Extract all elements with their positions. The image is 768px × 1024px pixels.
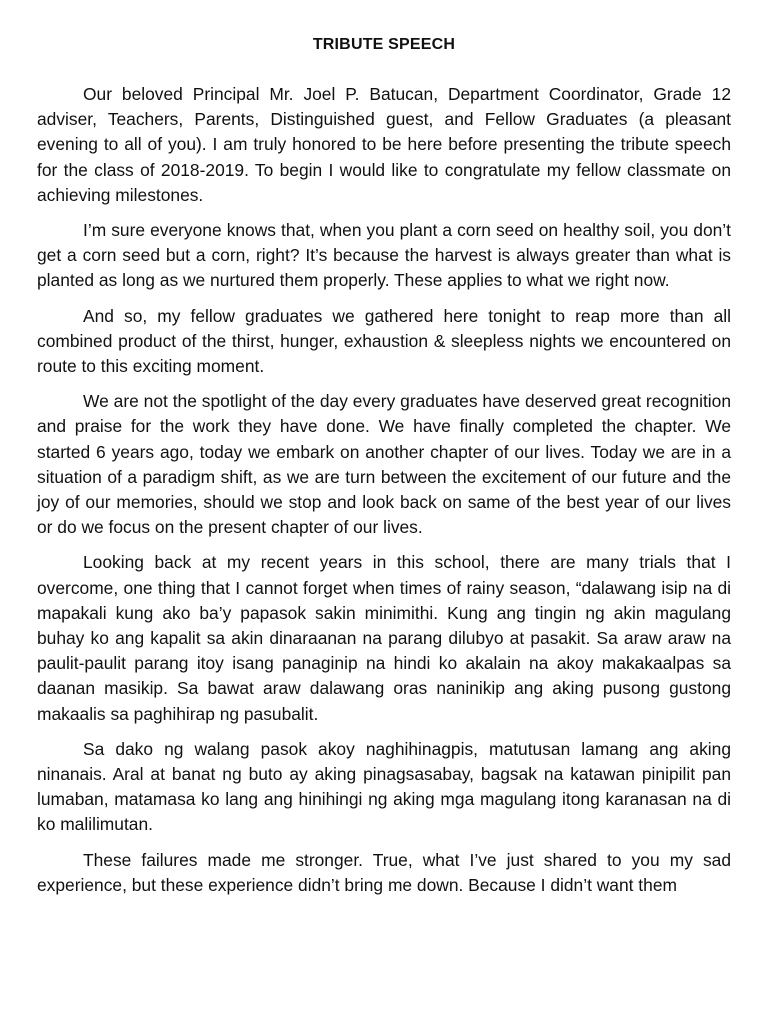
paragraph-greeting: Our beloved Principal Mr. Joel P. Batucan, Department Coordinator, Grade 12 adviser, Teachers, Parents, Distinguished guest, and Fellow Graduates (a pleasant evening to all of you). I am truly honored to be here before presenting the tribute speech for the class of 2018-2019. To begin I would like to congratulate my fellow classmate on achieving milestones. bbox=[37, 84, 731, 205]
document-page bbox=[37, 34, 731, 908]
paragraph-looking-back: Looking back at my recent years in this school, there are many trials that I overcome, one thing that I cannot forget when times of rainy season, “dalawang isip na di mapakali kung ako ba’y papasok sakin minimithi. Kung ang tingin ng akin magulang buhay ko ang kapalit sa akin dinaraanan na parang dilubyo at pasakit. Sa araw araw na paulit-paulit parang itoy isang panaginip na hindi ko akalain na akoy makakaalpas sa daanan masikip. Sa bawat araw dalawang oras naninikip ang aking pusong gustong makaalis sa paghihirap ng pasubalit. bbox=[37, 552, 731, 724]
paragraph-sa-dako: Sa dako ng walang pasok akoy naghihinagpis, matutusan lamang ang aking ninanais. Aral at banat ng buto ay aking pinagsasabay, bagsak na katawan pinipilit pan lumaban, matamasa ko lang ang hinihingi ng aking mga magulang itong karanasan na di ko malilimutan. bbox=[37, 738, 731, 835]
document-title: TRIBUTE SPEECH bbox=[312, 36, 456, 53]
paragraph-corn-seed: I’m sure everyone knows that, when you plant a corn seed on healthy soil, you don’t get a corn seed but a corn, right? It’s because the harvest is always greater than what is planted as long as we nurtured them properly. These applies to what we right now. bbox=[37, 220, 731, 291]
paragraph-gathered: And so, my fellow graduates we gathered here tonight to reap more than all combined product of the thirst, hunger, exhaustion & sleepless nights we encountered on route to this exciting moment. bbox=[37, 305, 731, 377]
paragraph-spotlight: We are not the spotlight of the day every graduates have deserved great recognition and praise for the work they have done. We have finally completed the chapter. We started 6 years ago, today we embark on another chapter of our lives. Today we are in a situation of a paradigm shift, as we are turn between the excitement of our future and the joy of our memories, should we stop and look back on same of the best year of our lives or do we focus on the present chapter of our lives. bbox=[37, 391, 731, 538]
paragraph-failures: These failures made me stronger. True, what I’ve just shared to you my sad experience, but these experience didn’t bring me down. Because I didn’t want them bbox=[37, 849, 731, 895]
